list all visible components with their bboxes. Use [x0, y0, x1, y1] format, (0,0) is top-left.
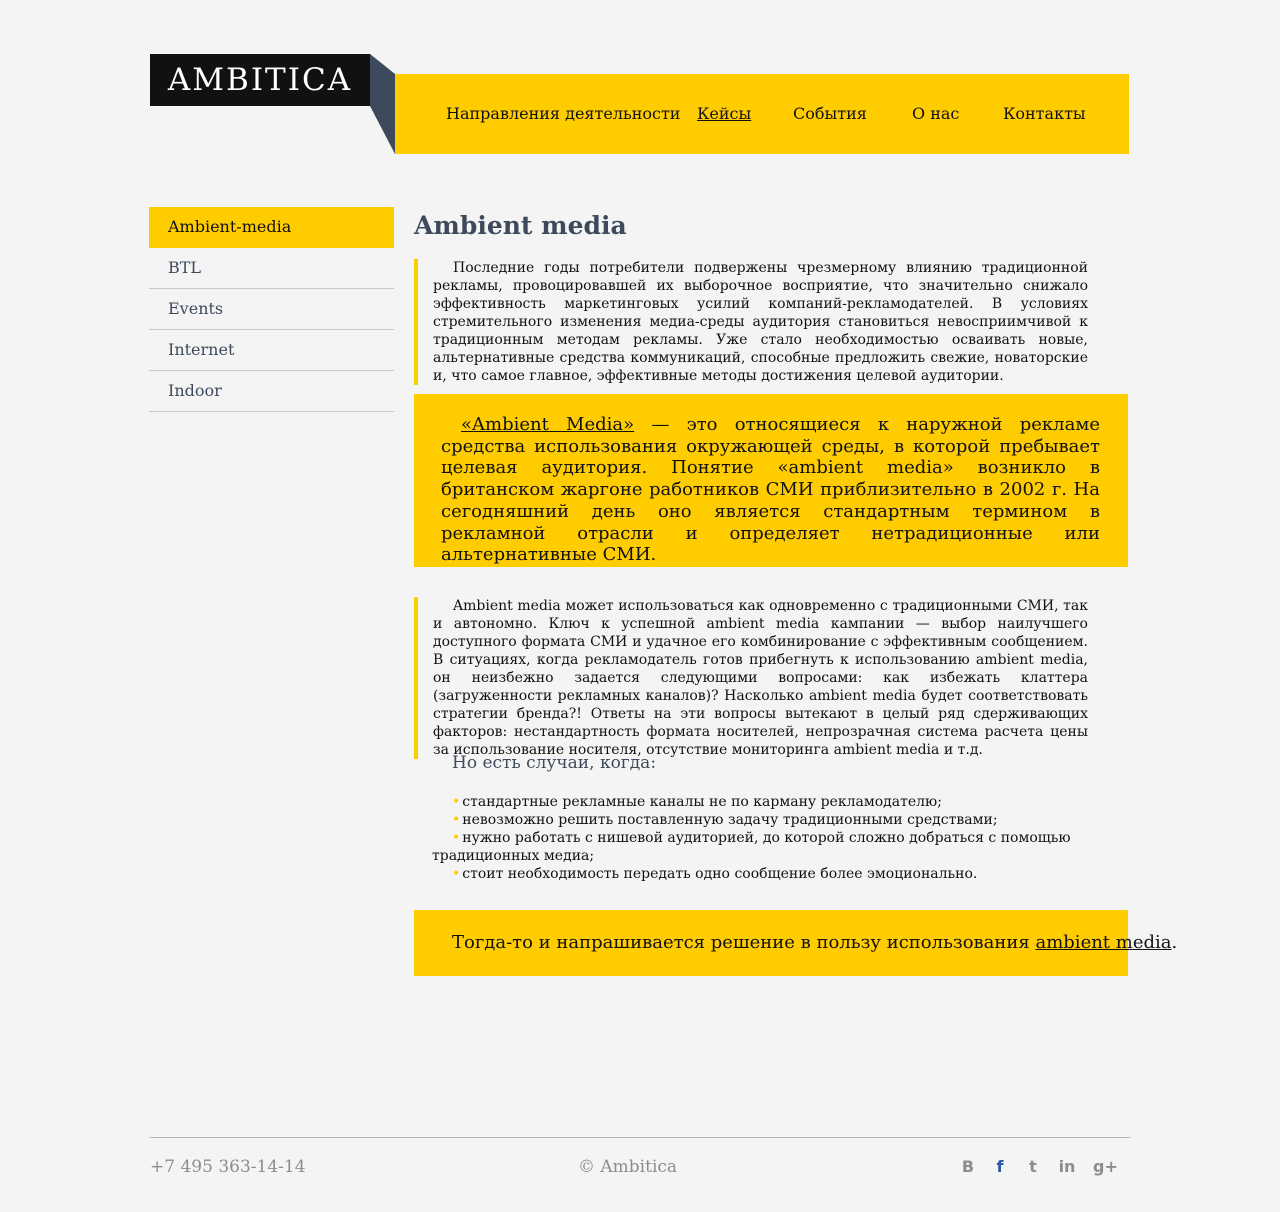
intro-quote — [414, 259, 1108, 385]
nav-about[interactable]: О нас — [912, 104, 960, 123]
google-plus-icon[interactable]: g+ — [1093, 1157, 1118, 1176]
list-item-text: невозможно решить поставленную задачу традиционными средствами; — [462, 812, 998, 828]
bullet-icon: • — [452, 830, 461, 846]
nav-contacts[interactable]: Контакты — [1003, 104, 1086, 123]
bullet-icon: • — [452, 866, 461, 882]
footer-copyright: © Ambitica — [578, 1157, 678, 1177]
sidebar-item-events[interactable]: Events — [149, 289, 394, 330]
footer-divider — [150, 1137, 1130, 1138]
logo-fold-decoration — [370, 54, 395, 154]
logo[interactable]: AMBITICA — [150, 54, 370, 106]
nav-events[interactable]: События — [793, 104, 867, 123]
cases-list — [432, 793, 1108, 883]
list-item-text: нужно работать с нишевой аудиторией, до которой сложно добраться с помощью традиционных медиа; — [432, 830, 1071, 864]
intro-text: Последние годы потребители подвержены чрезмерному влиянию традиционной рекламы, провоцировавшей их выборочное восприятие, что значительно снижало эффективность маркетинговых усилий компаний-рекламодателей. В условиях стремительного изменения медиа-среды аудитория становиться невосприимчивой к традиционным методам рекламы. Уже стало необходимостью осваивать новые, альтернативные средства коммуникаций, способные предложить свежие, новаторские и, что самое главное, эффективные методы достижения целевой аудитории. — [433, 260, 1088, 384]
list-item-text: стоит необходимость передать одно сообщение более эмоционально. — [462, 866, 978, 882]
conclusion-end: . — [1171, 932, 1178, 953]
conclusion-text: Тогда-то и напрашивается решение в пользу использования — [452, 932, 1036, 953]
list-item-text: стандартные рекламные каналы не по карману рекламодателю; — [462, 794, 942, 810]
bullet-icon: • — [452, 812, 461, 828]
sidebar — [149, 207, 394, 412]
definition-text — [441, 414, 1100, 566]
body-text: Ambient media может использоваться как одновременно с традиционными СМИ, так и автономно. Ключ к успешной ambient media кампании — выбор наилучшего доступного формата СМИ и удачное его комбинирование с эффективным сообщением. В ситуациях, когда рекламодатель готов прибегнуть к использованию ambient media, он неизбежно задается следующими вопросами: как избежать клаттера (загруженности рекламных каналов)? Насколько ambient media будет соответствовать стратегии бренда?! Ответы на эти вопросы вытекают в целый ряд сдерживающих факторов: нестандартность формата носителей, непрозрачная система расчета цены за использование носителя, отсутствие мониторинга ambient media и т.д. — [433, 598, 1088, 758]
nav-directions[interactable]: Направления деятельности — [446, 104, 681, 123]
linkedin-icon[interactable]: in — [1058, 1157, 1076, 1176]
bullet-icon: • — [452, 794, 461, 810]
list-item — [432, 793, 1108, 811]
sidebar-item-internet[interactable]: Internet — [149, 330, 394, 371]
list-item — [432, 811, 1108, 829]
list-item — [432, 829, 1108, 865]
nav-cases[interactable]: Кейсы — [697, 104, 752, 123]
vk-icon[interactable]: В — [961, 1157, 975, 1176]
twitter-icon[interactable]: t — [1029, 1157, 1037, 1176]
conclusion-callout — [414, 910, 1178, 976]
ambient-media-conclusion-link[interactable]: ambient media — [1035, 932, 1172, 953]
body-quote — [414, 597, 1108, 759]
definition-callout — [414, 394, 1128, 567]
definition-body: — это относящиеся к наружной рекламе средства использования окружающей среды, в которой пребывает целевая аудитория. Понятие «ambient media» возникло в британском жаргоне работников СМИ приблизительно в 2002 г. На сегодняшний день оно является стандартным термином в рекламной отрасли и определяет нетрадиционные или альтернативные СМИ. — [441, 414, 1100, 566]
sidebar-item-indoor[interactable]: Indoor — [149, 371, 394, 412]
facebook-icon[interactable]: f — [996, 1157, 1004, 1176]
ambient-media-link[interactable]: «Ambient Media» — [461, 414, 635, 435]
cases-subheading: Но есть случаи, когда: — [452, 753, 657, 773]
page-title: Ambient media — [414, 211, 627, 240]
sidebar-item-ambient-media[interactable]: Ambient-media — [149, 207, 394, 248]
sidebar-item-btl[interactable]: BTL — [149, 248, 394, 289]
list-item — [432, 865, 1108, 883]
top-navigation — [395, 74, 1129, 154]
footer-phone: +7 495 363-14-14 — [150, 1157, 306, 1177]
